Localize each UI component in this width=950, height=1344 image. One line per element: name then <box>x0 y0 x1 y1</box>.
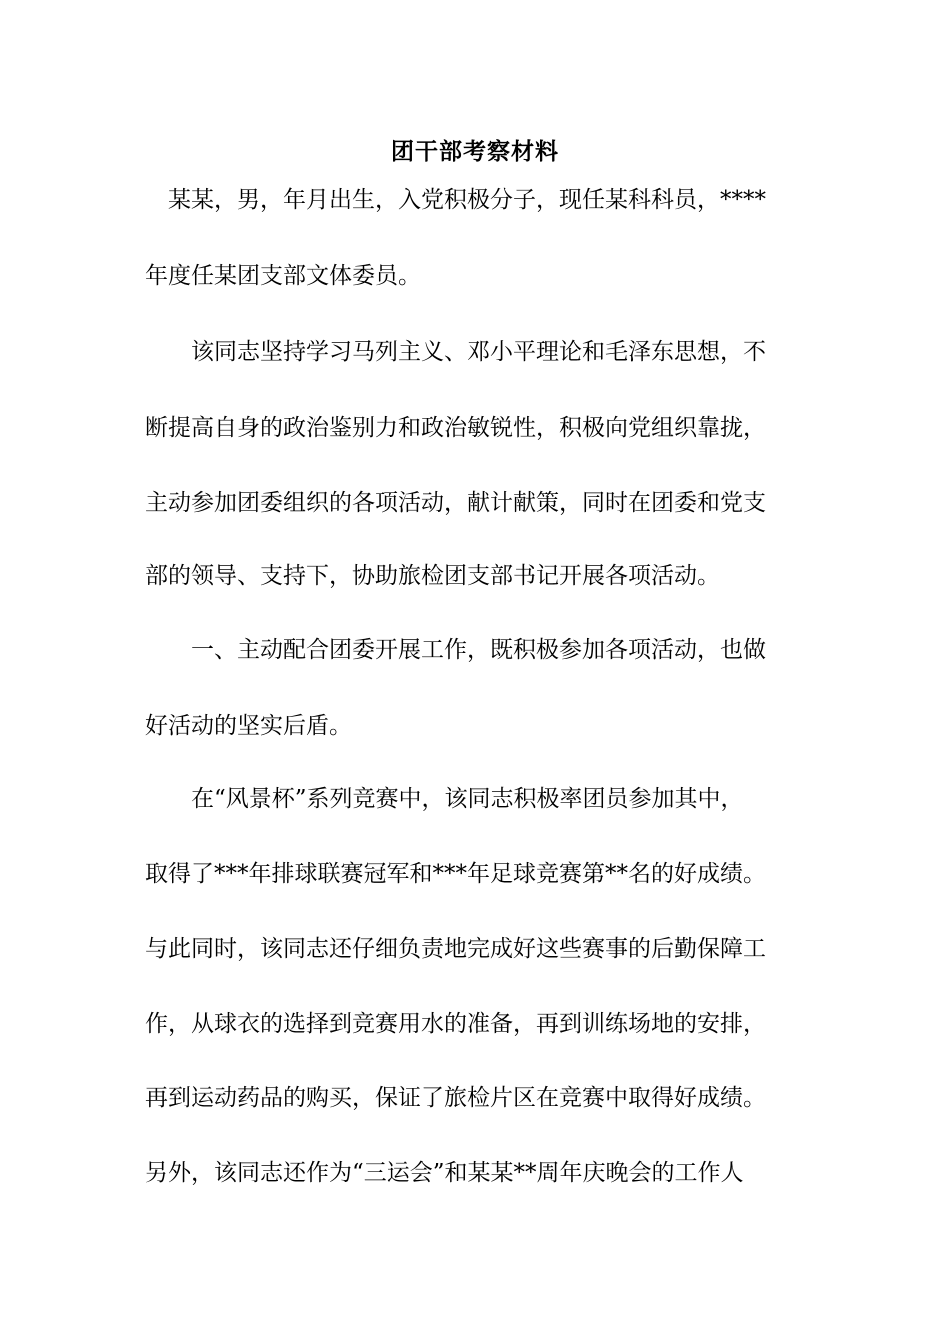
body-line-10: 取得了***年排球联赛冠军和***年足球竞赛第**名的好成绩。 <box>145 861 766 887</box>
body-line-5: 主动参加团委组织的各项活动，献计献策，同时在团委和党支 <box>145 490 766 516</box>
body-line-13: 再到运动药品的购买，保证了旅检片区在竞赛中取得好成绩。 <box>145 1085 766 1111</box>
body-line-1: 某某，男，年月出生，入党积极分子，现任某科科员，**** <box>145 187 766 213</box>
body-line-2: 年度任某团支部文体委员。 <box>145 263 421 289</box>
body-line-3: 该同志坚持学习马列主义、邓小平理论和毛泽东思想，不 <box>145 339 766 365</box>
body-line-12: 作，从球衣的选择到竞赛用水的准备，再到训练场地的安排， <box>145 1011 766 1037</box>
document-title: 团干部考察材料 <box>391 138 559 165</box>
body-line-14: 另外，该同志还作为“三运会”和某某**周年庆晚会的工作人 <box>145 1160 744 1186</box>
body-line-9: 在“风景杯”系列竞赛中，该同志积极率团员参加其中， <box>145 786 744 812</box>
body-line-11: 与此同时，该同志还仔细负责地完成好这些赛事的后勤保障工 <box>145 936 766 962</box>
body-line-7: 一、主动配合团委开展工作，既积极参加各项活动，也做 <box>145 637 766 663</box>
body-line-8: 好活动的坚实后盾。 <box>145 713 352 739</box>
body-line-6: 部的领导、支持下，协助旅检团支部书记开展各项活动。 <box>145 563 720 589</box>
body-line-4: 断提高自身的政治鉴别力和政治敏锐性，积极向党组织靠拢， <box>145 415 766 441</box>
